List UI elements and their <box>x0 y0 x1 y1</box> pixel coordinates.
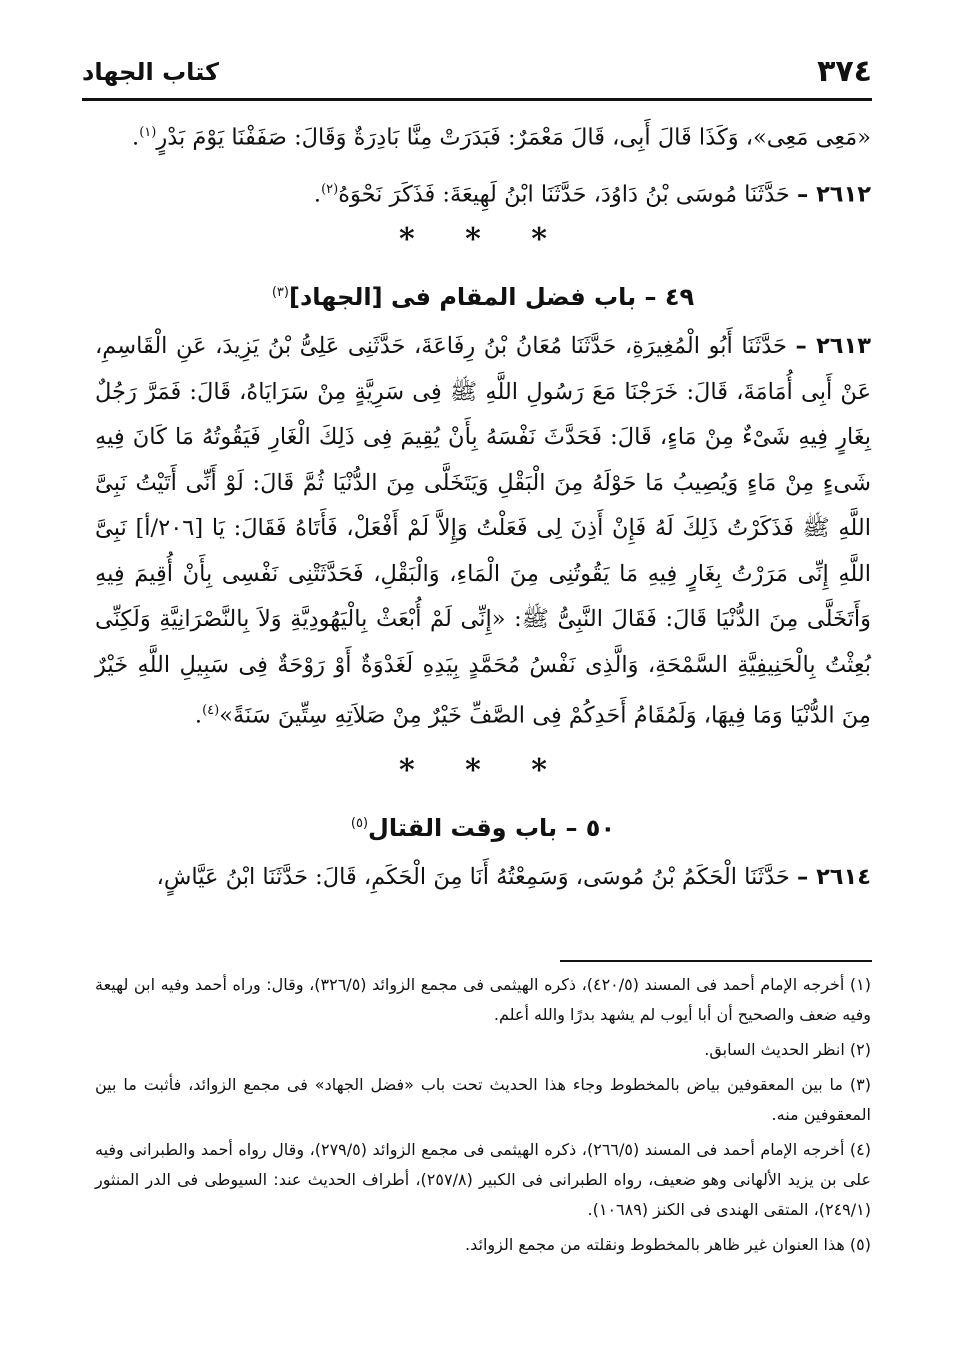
hadith-text-2612: حَدَّثَنَا مُوسَى بْنُ دَاوُدَ، حَدَّثَنَا ابْنُ لَهِيعَةَ: فَذَكَرَ نَحْوَهُ <box>338 181 790 208</box>
footnote-ref-4: (٤) <box>202 703 220 718</box>
page-number: ٣٧٤ <box>817 54 872 89</box>
hadith-text-2613: حَدَّثَنَا أَبُو الْمُغِيرَةِ، حَدَّثَنَا مُعَانُ بْنُ رِفَاعَةَ، حَدَّثَنِى عَلِىُّ بْنُ يَزِيدَ، عَنِ الْقَاسِمِ، عَنْ أَبِى أُمَامَةَ، قَالَ: خَرَجْنَا مَعَ رَسُولِ اللَّهِ ﷺ فِى سَرِيَّةٍ مِنْ سَرَايَاهُ، قَالَ: فَمَرَّ رَجُلٌ بِغَارٍ فِيهِ شَىْءٌ مِنْ مَاءٍ، قَالَ: فَحَدَّثَ نَفْسَهُ بِأَنْ يُقِيمَ فِى ذَلِكَ الْغَارِ فَيَقُوتُهُ مَا كَانَ فِيهِ شَىءٍ مِنْ مَاءٍ وَيُصِيبُ مَا حَوْلَهُ مِنَ الْبَقْلِ وَيَتَخَلَّى مِنَ الدُّنْيَا ثُمَّ قَالَ: لَوْ أَنِّى أَتَيْتُ نَبِىَّ اللَّهِ ﷺ فَذَكَرْتُ ذَلِكَ لَهُ فَإِنْ أَذِنَ لِى فَعَلْتُ وَإِلاَّ لَمْ أَفْعَلْ، فَأَتَاهُ فَقَالَ: يَا [٢٠٦/أ] نَبِىَّ اللَّهِ إِنِّى مَرَرْتُ بِغَارٍ فِيهِ مَا يَقُوتُنِى مِنَ الْمَاءِ، وَالْبَقْلِ، فَحَدَّثَتْنِى نَفْسِى بِأَنْ أُقِيمَ فِيهِ وَأَتَخَلَّى مِنَ الدُّنْيَا قَالَ: فَقَالَ النَّبِىُّ ﷺ: «إِنِّى لَمْ أُبْعَثْ بِالْيَهُودِيَّةِ وَلاَ بِالنَّصْرَانِيَّةِ وَلَكِنِّى بُعِثْتُ بِالْحَنِيفِيَّةِ السَّمْحَةِ، وَالَّذِى نَفْسُ مُحَمَّدٍ بِيَدِهِ لَغَدْوَةٌ أَوْ رَوْحَةٌ فِى سَبِيلِ اللَّهِ خَيْرٌ مِنَ الدُّنْيَا وَمَا فِيهَا، وَلَمُقَامُ أَحَدِكُمْ فِى الصَّفِّ خَيْرٌ مِنْ صَلاَتِهِ سِتِّينَ سَنَةً» <box>95 333 871 729</box>
page-header <box>82 52 872 101</box>
hadith-text-2614: حَدَّثَنَا الْحَكَمُ بْنُ مُوسَى، وَسَمِعْتُهُ أَنَا مِنَ الْحَكَمِ، قَالَ: حَدَّثَنَا ابْنُ عَيَّاشٍ، <box>156 864 790 890</box>
continuation-paragraph: «مَعِى مَعِى»، وَكَذَا قَالَ أَبِى، قَالَ مَعْمَرٌ: فَبَدَرَتْ مِنَّا بَادِرَةٌ وَقَالَ: صَفَفْنَا يَوْمَ بَدْرٍ$^{(١)}$. <box>132 124 871 151</box>
footnotes <box>95 970 871 1265</box>
hadith-2612: ٢٦١٢ – حَدَّثَنَا مُوسَى بْنُ دَاوُدَ، حَدَّثَنَا ابْنُ لَهِيعَةَ: فَذَكَرَ نَحْوَهُ$^{(٢)}$. <box>313 181 871 208</box>
footnote-4: (٤) أخرجه الإمام أحمد فى المسند (٢٦٦/٥)، ذكره الهيثمى فى مجمع الزوائد (٢٧٩/٥)، وقال رواه أحمد والطبرانى وفيه على بن يزيد الألهانى وهو ضعيف، رواه الطبرانى فى الكبير (٢٥٧/٨)، أطراف الحديث عند: السيوطى فى الدر المنثور (٢٤٩/١)، المتقى الهندى فى الكنز (١٠٦٨٩). <box>95 1140 872 1219</box>
footnote-1: (١) أخرجه الإمام أحمد فى المسند (٤٢٠/٥)، ذكره الهيثمى فى مجمع الزوائد (٣٢٦/٥)، وقال: وراه أحمد وفيه ابن لهيعة وفيه ضعف والصحيح أن أبا أيوب لم يشهد بدرًا والله أعلم. <box>95 975 872 1024</box>
hadith-number-2613: ٢٦١٣ – <box>795 333 871 359</box>
footnote-ref-2: (٢) <box>321 182 339 197</box>
section-separator: * * * <box>399 222 567 257</box>
hadith-2613: ٢٦١٣ – حَدَّثَنَا أَبُو الْمُغِيرَةِ، حَدَّثَنَا مُعَانُ بْنُ رِفَاعَةَ، حَدَّثَنِى عَلِىُّ بْنُ يَزِيدَ، عَنِ الْقَاسِمِ، عَنْ أَبِى أُمَامَةَ، قَالَ: خَرَجْنَا مَعَ رَسُولِ اللَّهِ ﷺ فِى سَرِيَّةٍ مِنْ سَرَايَاهُ، قَالَ: فَمَرَّ رَجُلٌ بِغَارٍ فِيهِ شَىْءٌ مِنْ مَاءٍ، قَالَ: فَحَدَّثَ نَفْسَهُ بِأَنْ يُقِيمَ فِى ذَلِكَ الْغَارِ فَيَقُوتُهُ مَا كَانَ فِيهِ شَىءٍ مِنْ مَاءٍ وَيُصِيبُ مَا حَوْلَهُ مِنَ الْبَقْلِ وَيَتَخَلَّى مِنَ الدُّنْيَا ثُمَّ قَالَ: لَوْ أَنِّى أَتَيْتُ نَبِىَّ اللَّهِ ﷺ فَذَكَرْتُ ذَلِكَ لَهُ فَإِنْ أَذِنَ لِى فَعَلْتُ وَإِلاَّ لَمْ أَفْعَلْ، فَأَتَاهُ فَقَالَ: يَا [٢٠٦/أ] نَبِىَّ اللَّهِ إِنِّى مَرَرْتُ بِغَارٍ فِيهِ مَا يَقُوتُنِى مِنَ الْمَاءِ، وَالْبَقْلِ، فَحَدَّثَتْنِى نَفْسِى بِأَنْ أُقِيمَ فِيهِ وَأَتَخَلَّى مِنَ الدُّنْيَا قَالَ: فَقَالَ النَّبِىُّ ﷺ: «إِنِّى لَمْ أُبْعَثْ بِالْيَهُودِيَّةِ وَلاَ بِالنَّصْرَانِيَّةِ وَلَكِنِّى بُعِثْتُ بِالْحَنِيفِيَّةِ السَّمْحَةِ، وَالَّذِى نَفْسُ مُحَمَّدٍ بِيَدِهِ لَغَدْوَةٌ أَوْ رَوْحَةٌ فِى سَبِيلِ اللَّهِ خَيْرٌ مِنَ الدُّنْيَا وَمَا فِيهَا، وَلَمُقَامُ أَحَدِكُمْ فِى الصَّفِّ خَيْرٌ مِنْ صَلاَتِهِ سِتِّينَ سَنَةً»$^{(٤)}$. <box>95 333 871 729</box>
chapter-49-title: ٤٩ – باب فضل المقام فى [الجهاد] <box>288 283 695 311</box>
main-text <box>95 110 871 901</box>
hadith-number-2612: ٢٦١٢ – <box>796 181 871 208</box>
footnote-divider <box>560 960 872 962</box>
footnote-2: (٢) انظر الحديث السابق. <box>704 1040 871 1059</box>
chapter-50-title: ٥٠ – باب وقت القتال <box>368 814 616 842</box>
footnote-5: (٥) هذا العنوان غير ظاهر بالمخطوط ونقلته من مجمع الزوائد. <box>465 1235 871 1254</box>
hadith-2614 <box>95 855 871 901</box>
footnote-3: (٣) ما بين المعقوفين بياض بالمخطوط وجاء هذا الحديث تحت باب «فضل الجهاد» فى مجمع الزوائد، فأثبت ما بين المعقوفين منه. <box>95 1075 871 1124</box>
chapter-49-heading <box>95 262 871 324</box>
book-title: كتاب الجهاد <box>82 58 219 86</box>
section-separator: * * * <box>399 753 567 788</box>
footnote-ref-3: (٣) <box>271 285 289 300</box>
chapter-50-heading <box>95 793 871 855</box>
footnote-ref-5: (٥) <box>350 816 369 831</box>
hadith-number-2614: ٢٦١٤ – <box>796 864 871 890</box>
continuation-text: «مَعِى مَعِى»، وَكَذَا قَالَ أَبِى، قَالَ مَعْمَرٌ: فَبَدَرَتْ مِنَّا بَادِرَةٌ وَقَالَ: صَفَفْنَا يَوْمَ بَدْرٍ <box>156 124 871 151</box>
footnote-ref-1: (١) <box>139 125 157 140</box>
